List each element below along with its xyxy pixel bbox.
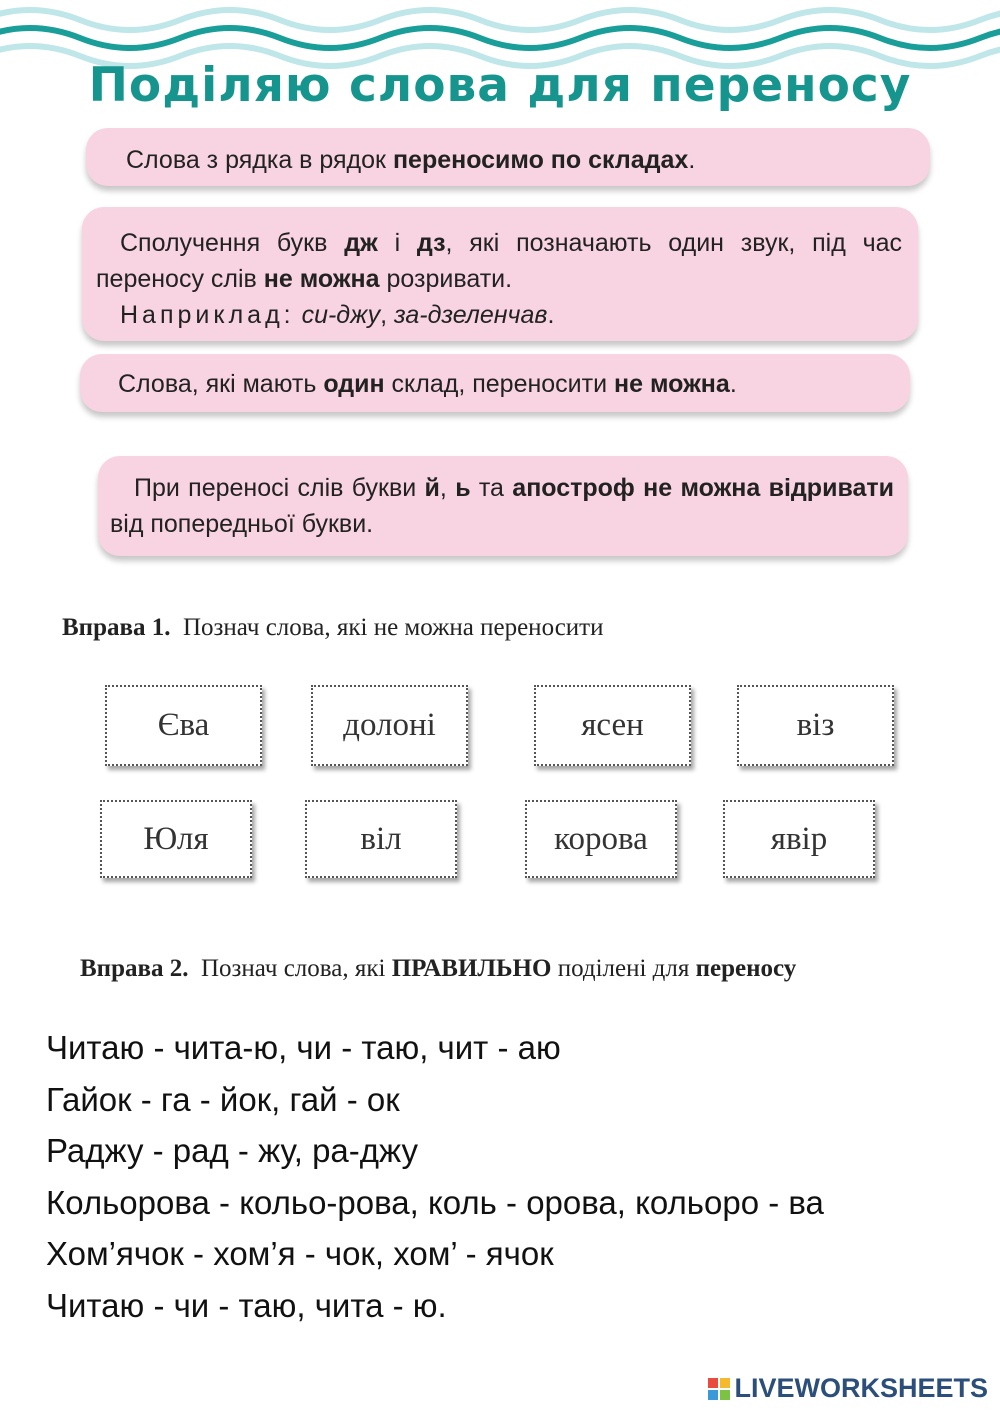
logo-square-i [720,1378,730,1388]
exercise-2-lines [46,1022,824,1331]
rule-box-one-syllable: Слова, які мають один склад, переносити не можна. [80,354,910,412]
word-card[interactable]: явір [723,800,875,878]
brand-name: LIVEWORKSHEETS [734,1373,988,1403]
word-card[interactable]: долоні [311,685,468,766]
answer-line[interactable]: Читаю - чита-ю, чи - таю, чит - аю [46,1029,561,1066]
answer-line[interactable]: Гайок - га - йок, гай - ок [46,1080,400,1118]
logo-square-v [708,1390,718,1400]
logo-square-l [708,1378,718,1388]
word-card[interactable]: віл [305,800,457,878]
logo-square-e [720,1390,730,1400]
liveworksheets-logo-icon [708,1378,730,1400]
rule-box-dzh-dz: Сполучення букв дж і дз, які позначають один звук, під час переносу слів не можна розривати. Наприклад: си-джу, за-дзеленчав. [82,207,918,341]
answer-line[interactable]: Хом’ячок - хом’я - чок, хом’ - ячок [46,1235,554,1272]
word-card[interactable]: віз [737,685,894,766]
word-card[interactable]: ясен [534,685,691,766]
answer-line[interactable]: Раджу - рад - жу, ра-джу [46,1132,418,1169]
exercise-1-heading: Вправа 1. Познач слова, які не можна переносити [62,614,604,641]
page-title: Поділяю слова для переносу [88,58,912,113]
liveworksheets-footer [708,1373,988,1404]
example-label: Наприклад: [120,301,295,329]
answer-line[interactable]: Кольорова - кольо-рова, коль - орова, кольоро - ва [46,1183,824,1221]
rule-box-syllables: Слова з рядка в рядок переносимо по складах. [86,128,930,186]
word-card[interactable]: корова [525,800,677,878]
word-card[interactable]: Юля [100,800,252,878]
answer-line[interactable]: Читаю - чи - таю, чита - ю. [46,1286,447,1324]
rule-box-apostrophe: При переносі слів букви й, ь та апостроф не можна відривати від попередньої букви. [98,456,908,556]
exercise-2-heading: Вправа 2. Познач слова, які ПРАВИЛЬНО поділені для переносу [80,955,797,982]
word-card[interactable]: Єва [105,685,262,766]
